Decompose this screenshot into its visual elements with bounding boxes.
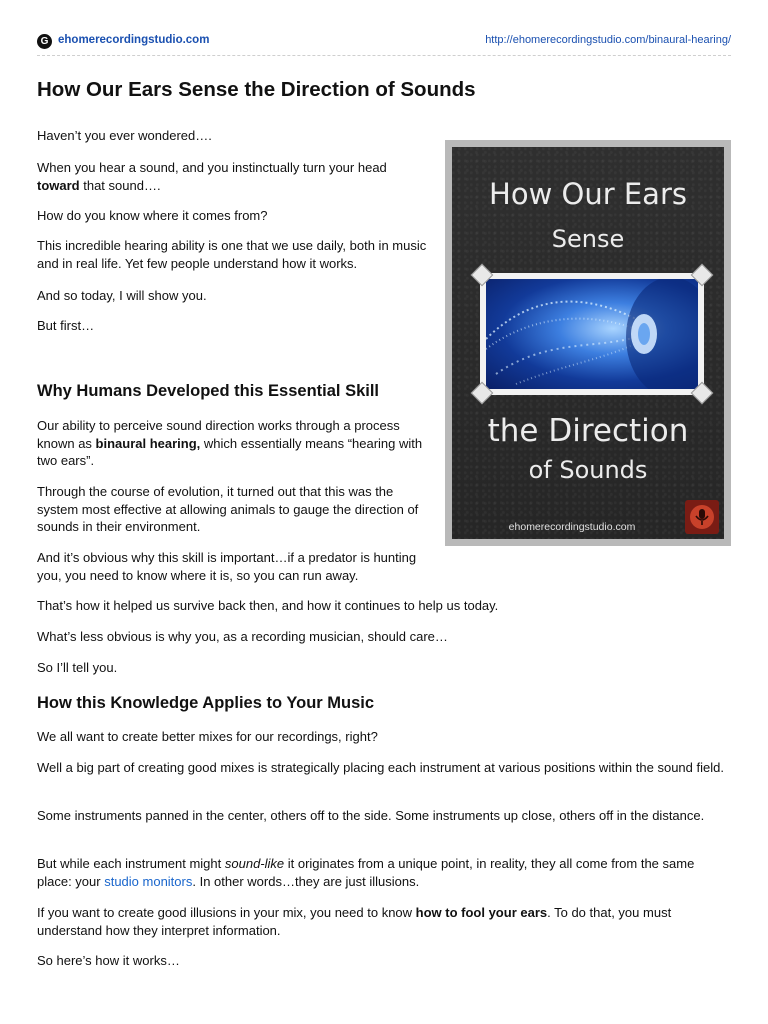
poster-footer-site: ehomerecordingstudio.com: [508, 521, 636, 533]
studio-monitors-link[interactable]: studio monitors: [104, 873, 193, 889]
page-header: [37, 33, 731, 51]
intro-paragraph-6: But first…: [37, 318, 95, 333]
section2-paragraph-5: If you want to create good illusions in your mix, you need to know how to fool your ears. To do that, you must understand how they interpret information.: [37, 905, 672, 938]
ear-with-sound-waves-icon: [486, 279, 698, 389]
poster-title-line-3: the Direction: [487, 413, 689, 449]
site-name[interactable]: ehomerecordingstudio.com: [58, 34, 210, 46]
page-url[interactable]: http://ehomerecordingstudio.com/binaural-hearing/: [485, 34, 731, 46]
section1-paragraph-2: Through the course of evolution, it turned out that this was the system most effective at allowing animals to gauge the direction of sounds in their environment.: [37, 484, 419, 535]
intro-paragraph-2: When you hear a sound, and you instinctually turn your head toward that sound….: [37, 160, 387, 193]
poster-title-line-4: of Sounds: [528, 456, 648, 484]
section-heading-music: How this Knowledge Applies to Your Music: [37, 694, 375, 712]
microphone-logo-icon: [685, 500, 719, 534]
header-divider: [37, 55, 731, 56]
section1-paragraph-5: What’s less obvious is why you, as a recording musician, should care…: [37, 629, 448, 644]
poster-background: [452, 147, 724, 539]
section2-paragraph-2: Well a big part of creating good mixes is strategically placing each instrument at various positions within the sound field.: [37, 760, 724, 775]
site-logo-icon: G: [37, 34, 52, 49]
section-heading-why: Why Humans Developed this Essential Skill: [37, 382, 380, 400]
intro-paragraph-4: This incredible hearing ability is one that we use daily, both in music and in real life. Yet few people understand how it works.: [37, 238, 427, 271]
intro-paragraph-5: And so today, I will show you.: [37, 288, 207, 303]
poster-photo-frame: [480, 273, 704, 395]
poster-title-line-2: Sense: [551, 225, 625, 253]
section2-paragraph-4: But while each instrument might sound-like it originates from a unique point, in reality, they all come from the same place: your studio monitors. In other words…they are just illusions.: [37, 856, 695, 889]
section2-paragraph-1: We all want to create better mixes for our recordings, right?: [37, 729, 378, 744]
section1-paragraph-6: So I’ll tell you.: [37, 660, 118, 675]
article-poster-image: [445, 140, 731, 546]
section2-paragraph-3: Some instruments panned in the center, others off to the side. Some instruments up close, others off in the distance.: [37, 808, 705, 823]
poster-title-line-1: How Our Ears: [489, 177, 687, 211]
section1-paragraph-4: That’s how it helped us survive back then, and how it continues to help us today.: [37, 598, 499, 613]
section1-paragraph-1: Our ability to perceive sound direction works through a process known as binaural hearing, which essentially means “hearing with two ears”.: [37, 418, 423, 469]
intro-paragraph-3: How do you know where it comes from?: [37, 208, 268, 223]
article-title: How Our Ears Sense the Direction of Sounds: [37, 78, 476, 101]
section2-paragraph-6: So here’s how it works…: [37, 953, 180, 968]
intro-paragraph-1: Haven’t you ever wondered….: [37, 128, 212, 143]
section1-paragraph-3: And it’s obvious why this skill is important…if a predator is hunting you, you need to know where it is, so you can run away.: [37, 550, 417, 583]
